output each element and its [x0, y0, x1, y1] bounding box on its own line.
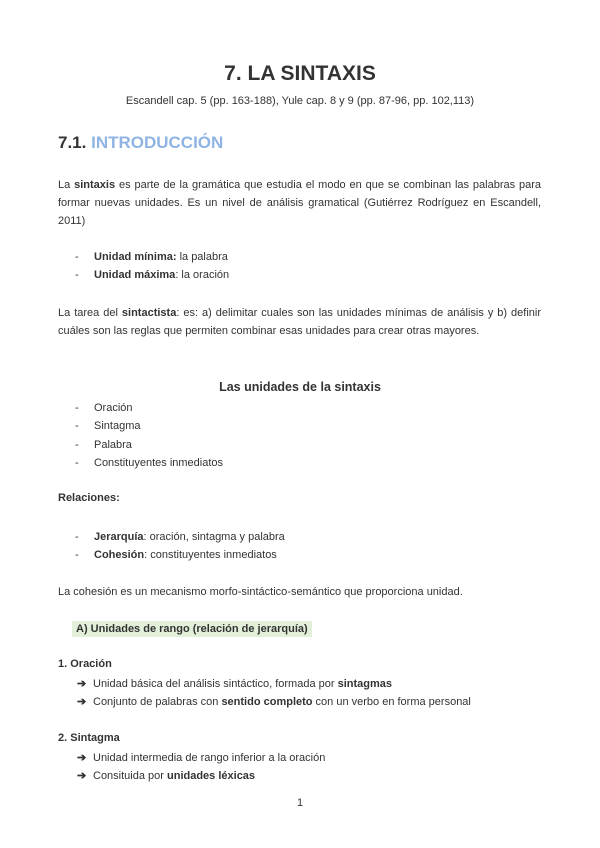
text: La [58, 179, 75, 191]
item-label: Cohesión [94, 549, 145, 561]
list-item: - Cohesión: constituyentes inmediatos [75, 549, 277, 561]
sintagma-label: 2. Sintagma [58, 732, 120, 744]
rank-units-heading: A) Unidades de rango (relación de jerarquía) [72, 621, 312, 637]
item-text: Oración [94, 402, 133, 414]
right-arrow-icon: ➔ [77, 696, 87, 708]
page-number: 1 [296, 797, 304, 809]
list-item: - Oración [75, 402, 133, 414]
item-text: Sintagma [94, 420, 141, 432]
item-text: Unidad básica del análisis sintáctico, formada por [93, 678, 338, 690]
references: Escandell cap. 5 (pp. 163-188), Yule cap. 8 y 9 (pp. 87-96, pp. 102,113) [125, 95, 475, 107]
item-label: Jerarquía [94, 531, 144, 543]
list-item: - Jerarquía: oración, sintagma y palabra [75, 531, 285, 543]
list-item [77, 693, 471, 711]
section-name: INTRODUCCIÓN [91, 133, 224, 152]
item-text: Consituida por [93, 770, 167, 782]
list-item: - Constituyentes inmediatos [75, 457, 224, 469]
task-paragraph [58, 304, 541, 340]
list-item: - Palabra [75, 439, 132, 451]
item-text: : la oración [175, 269, 230, 281]
list-item [77, 767, 255, 785]
intro-paragraph [58, 176, 541, 230]
item-text: : oración, sintagma y palabra [143, 531, 285, 543]
text: : es: a) delimitar cuales son las unidades mínimas de análisis y b) definir cuáles son las reglas que permiten combinar esas unidades para crear otras mayores. [58, 307, 541, 337]
item-text: Conjunto de palabras con [93, 696, 222, 708]
right-arrow-icon: ➔ [77, 752, 87, 764]
term-sintactista: sintactista [121, 307, 177, 319]
list-item [77, 749, 325, 767]
section-heading [58, 133, 223, 153]
term-sintaxis: sintaxis [74, 179, 116, 191]
item-text: con un verbo en forma personal [312, 696, 471, 708]
item-text: : constituyentes inmediatos [144, 549, 277, 561]
list-item [77, 675, 392, 693]
item-text: la palabra [176, 251, 228, 263]
relations-label: Relaciones: [58, 492, 120, 504]
text: es parte de la gramática que estudia el modo en que se combinan las palabras para formar nuevas unidades. Es un nivel de análisis gramatical (Gutiérrez Rodríguez en Escandell, 2011) [58, 179, 541, 227]
term-unidades-lexicas: unidades léxicas [167, 770, 256, 782]
list-item: - Unidad máxima: la oración [75, 269, 230, 281]
item-text: Unidad intermedia de rango inferior a la oración [93, 752, 326, 764]
units-title: Las unidades de la sintaxis [219, 380, 381, 394]
oracion-label: 1. Oración [58, 658, 112, 670]
right-arrow-icon: ➔ [77, 678, 87, 690]
item-text: Constituyentes inmediatos [94, 457, 224, 469]
page-title: 7. LA SINTAXIS [224, 62, 376, 85]
cohesion-text: La cohesión es un mecanismo morfo-sintáctico-semántico que proporciona unidad. [58, 586, 463, 598]
item-label: Unidad mínima: [94, 251, 177, 263]
list-item: - Sintagma [75, 420, 141, 432]
right-arrow-icon: ➔ [77, 770, 87, 782]
term-sentido-completo: sentido completo [221, 696, 313, 708]
text: La tarea del [58, 307, 122, 319]
list-item: - Unidad mínima: la palabra [75, 251, 228, 263]
section-number: 7.1. [58, 133, 87, 152]
term-sintagmas: sintagmas [337, 678, 392, 690]
item-label: Unidad máxima [94, 269, 176, 281]
item-text: Palabra [94, 439, 132, 451]
